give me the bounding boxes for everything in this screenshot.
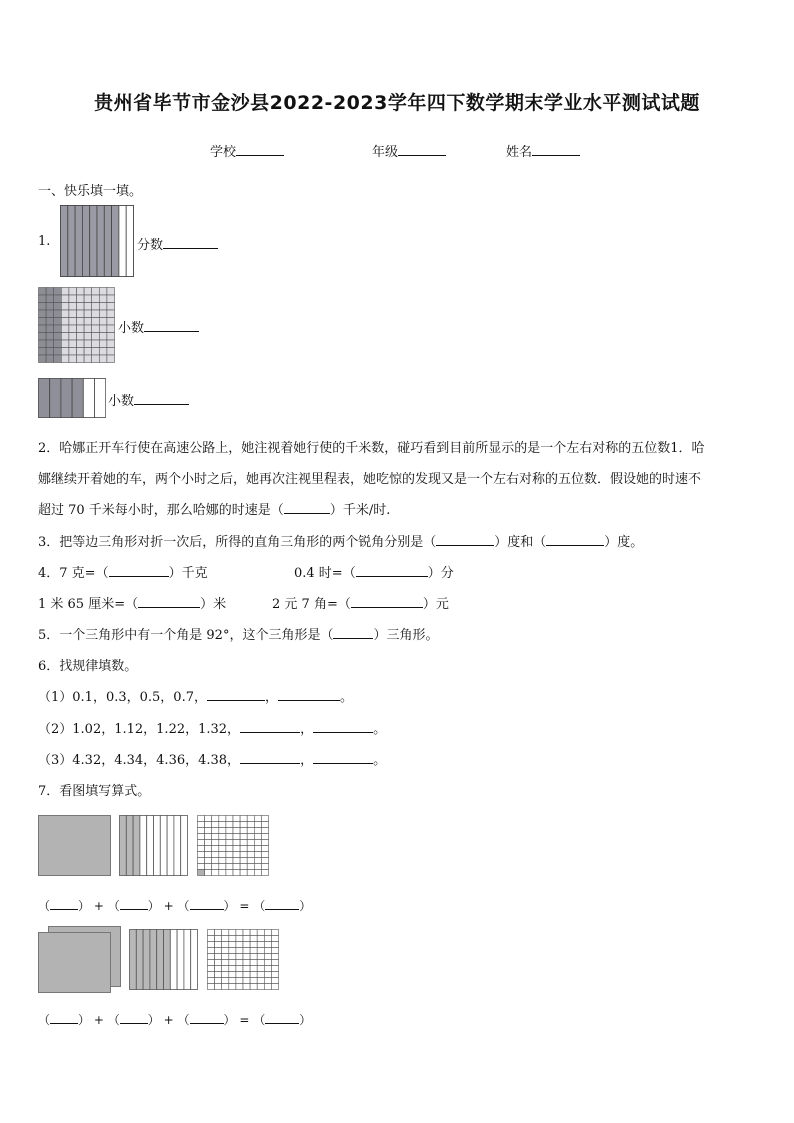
q3-line: 3．把等边三角形对折一次后，所得的直角三角形的两个锐角分别是（ ）度和（ ）度。 xyxy=(38,531,643,550)
section-heading: 一、快乐填一填。 xyxy=(38,184,143,199)
q5-line: 5．一个三角形中有一个角是 92°，这个三角形是（ ）三角形。 xyxy=(38,624,438,643)
q7-eq2-blank-2[interactable] xyxy=(120,1010,148,1024)
school-field[interactable] xyxy=(210,141,284,160)
q6-3-blank-a[interactable] xyxy=(240,750,300,764)
grade-blank[interactable] xyxy=(398,142,446,156)
q7-eq1-blank-1[interactable] xyxy=(50,896,78,910)
q7-full-square-1 xyxy=(38,815,111,876)
q4-item-a: 4．7 克=（ ）千克 xyxy=(38,562,208,581)
q6-item-1: （1）0.1，0.3，0.5，0.7， ， 。 xyxy=(38,686,353,705)
q1-grid-figure xyxy=(38,287,115,363)
q5-answer-blank[interactable] xyxy=(333,625,373,639)
q4-item-b: 0.4 时=（ ）分 xyxy=(294,562,454,581)
q4-blank-b[interactable] xyxy=(356,563,428,577)
q7-strip-figure-1 xyxy=(119,815,188,876)
q7-heading: 7．看图填写算式。 xyxy=(38,784,151,799)
q1-fraction-blank[interactable] xyxy=(163,235,218,249)
q4-blank-a[interactable] xyxy=(109,563,169,577)
q6-3-blank-b[interactable] xyxy=(313,750,373,764)
q2-line-1: 2．哈娜正开车行使在高速公路上，她注视着她行使的千米数，碰巧看到目前所显示的是一个左右对称的五位数1．哈 xyxy=(38,441,705,456)
school-label: 学校 xyxy=(210,145,237,160)
q7-eq1-blank-3[interactable] xyxy=(190,896,224,910)
q6-item-3: （3）4.32，4.34，4.36，4.38， ， 。 xyxy=(38,749,386,768)
name-field[interactable] xyxy=(506,141,580,160)
grade-label: 年级 xyxy=(372,145,399,160)
q6-1-blank-a[interactable] xyxy=(207,687,265,701)
grade-field[interactable] xyxy=(372,141,446,160)
q7-eq1-blank-2[interactable] xyxy=(120,896,148,910)
q2-line-2: 娜继续开着她的车，两个小时之后，她再次注视里程表，她吃惊的发现又是一个左右对称的五位数．假设她的时速不 xyxy=(38,472,702,487)
q6-1-blank-b[interactable] xyxy=(278,687,340,701)
q1-decimal-blank-1[interactable] xyxy=(144,318,199,332)
q6-heading: 6．找规律填数。 xyxy=(38,659,138,674)
q7-eq2-blank-1[interactable] xyxy=(50,1010,78,1024)
q6-2-blank-b[interactable] xyxy=(313,719,373,733)
q1-strip-figure-2 xyxy=(38,378,106,418)
q7-eq1-blank-4[interactable] xyxy=(265,896,299,910)
q1-fraction-label: 分数 xyxy=(137,234,218,253)
q7-eq2-blank-3[interactable] xyxy=(190,1010,224,1024)
school-blank[interactable] xyxy=(236,142,284,156)
q3-answer-blank-1[interactable] xyxy=(436,532,494,546)
name-blank[interactable] xyxy=(532,142,580,156)
q1-strip-figure-1 xyxy=(60,205,134,277)
q7-strip-figure-2 xyxy=(129,929,201,990)
q3-answer-blank-2[interactable] xyxy=(546,532,604,546)
q7-front-square xyxy=(38,932,111,993)
q7-grid-figure-2 xyxy=(207,929,279,990)
q7-grid-figure-1 xyxy=(197,815,269,876)
q4-blank-c[interactable] xyxy=(138,594,200,608)
q6-2-blank-a[interactable] xyxy=(240,719,300,733)
q1-number: 1. xyxy=(38,234,51,249)
q7-eq2-blank-4[interactable] xyxy=(265,1010,299,1024)
q4-blank-d[interactable] xyxy=(351,594,423,608)
name-label: 姓名 xyxy=(506,145,533,160)
q7-equation-1: （ ） + （ ） + （ ） = （ ） xyxy=(38,896,311,914)
q1-decimal-label-1: 小数 xyxy=(118,317,199,336)
q7-equation-2: （ ） + （ ） + （ ） = （ ） xyxy=(38,1010,311,1028)
q4-item-d: 2 元 7 角=（ ）元 xyxy=(272,593,449,612)
q2-line-3: 超过 70 千米每小时，那么哈娜的时速是（ ）千米/时. xyxy=(38,499,390,518)
q2-answer-blank[interactable] xyxy=(284,500,330,514)
q1-decimal-label-2: 小数 xyxy=(108,390,189,409)
q1-decimal-blank-2[interactable] xyxy=(134,391,189,405)
q6-item-2: （2）1.02，1.12，1.22，1.32， ， 。 xyxy=(38,718,386,737)
q4-item-c: 1 米 65 厘米=（ ）米 xyxy=(38,593,226,612)
page-title: 贵州省毕节市金沙县2022-2023学年四下数学期末学业水平测试试题 xyxy=(94,92,700,114)
